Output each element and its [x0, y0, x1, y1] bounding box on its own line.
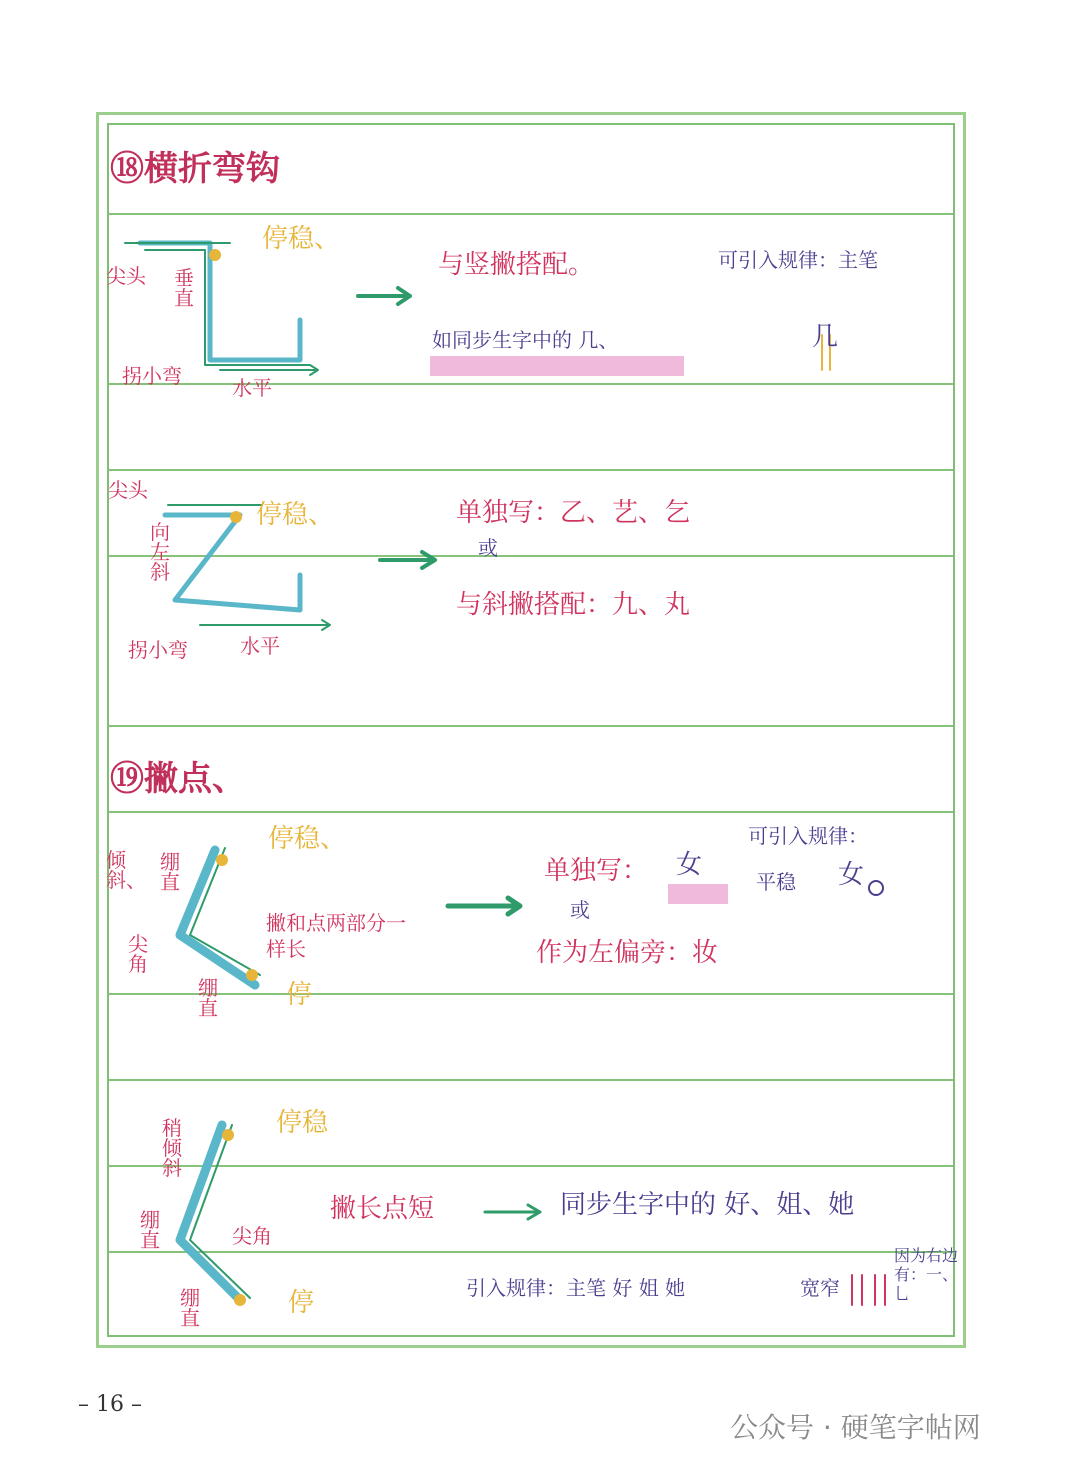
label-horizontal-2: 水平 [240, 634, 280, 658]
highlight-bar [668, 884, 728, 904]
text-match: 与竖撇搭配。 [438, 250, 595, 280]
label-sharp: 尖角 [128, 932, 148, 976]
example-char: 几 [812, 322, 839, 352]
text-with-slant: 与斜撇搭配：九、丸 [456, 590, 691, 620]
label-tip-2: 尖头 [108, 478, 148, 502]
label-slight-tilt: 稍倾斜 [162, 1116, 182, 1180]
text-rule: 可引入规律：主笔 [718, 248, 878, 272]
section-19-title: ⑲撇点、 [110, 759, 246, 799]
label-pause-2: 停稳、 [256, 500, 335, 530]
text-or: 或 [478, 536, 498, 560]
label-straight-top: 绷直 [160, 850, 180, 894]
label-straight-top-2: 绷直 [140, 1208, 160, 1252]
text-note: 因为右边有：一、乚 [894, 1246, 959, 1304]
label-left-slant: 向左斜 [150, 520, 170, 584]
text-as-radical: 作为左偏旁：妆 [536, 938, 719, 968]
label-turn-2: 拐小弯 [128, 638, 188, 662]
label-pause-bottom: 停 [286, 980, 313, 1010]
label-turn: 拐小弯 [122, 364, 182, 388]
text-rule-3: 引入规律：主笔 好 姐 她 [466, 1276, 686, 1300]
label-tilt: 倾斜、 [106, 848, 146, 892]
page-number: – 16 – [78, 1392, 142, 1417]
text-alone-label: 单独写： [544, 856, 649, 886]
label-pause-bottom-2: 停 [288, 1288, 315, 1318]
text-stable: 平稳 [756, 870, 796, 894]
text-example: 如同步生字中的 几、 [432, 328, 619, 352]
label-pause: 停稳、 [262, 224, 341, 254]
highlight-bar [430, 356, 684, 376]
section-18-title: ⑱横折弯钩 [110, 149, 280, 189]
text-equal: 撇和点两部分一样长 [266, 911, 406, 961]
label-sharp-2: 尖角 [232, 1224, 272, 1248]
stable-char: 女 [838, 860, 865, 890]
alone-char: 女 [676, 850, 703, 880]
label-straight-bottom-2: 绷直 [180, 1286, 200, 1330]
label-tip: 尖头 [106, 264, 146, 288]
text-width: 宽窄 [800, 1276, 840, 1300]
text-long-short: 撇长点短 [330, 1194, 435, 1224]
label-pause-top: 停稳、 [268, 824, 347, 854]
label-pause-top-2: 停稳 [276, 1108, 329, 1138]
label-horizontal: 水平 [232, 376, 272, 400]
watermark: 公众号 · 硬笔字帖网 [730, 1411, 981, 1444]
text-alone: 单独写：乙、艺、乞 [456, 498, 691, 528]
text-or-2: 或 [570, 898, 590, 922]
label-straight-bottom: 绷直 [198, 976, 218, 1020]
label-vertical: 垂直 [174, 266, 194, 310]
text-rule-2: 可引入规律： [748, 824, 868, 848]
text-examples: 同步生字中的 好、姐、她 [560, 1190, 855, 1220]
